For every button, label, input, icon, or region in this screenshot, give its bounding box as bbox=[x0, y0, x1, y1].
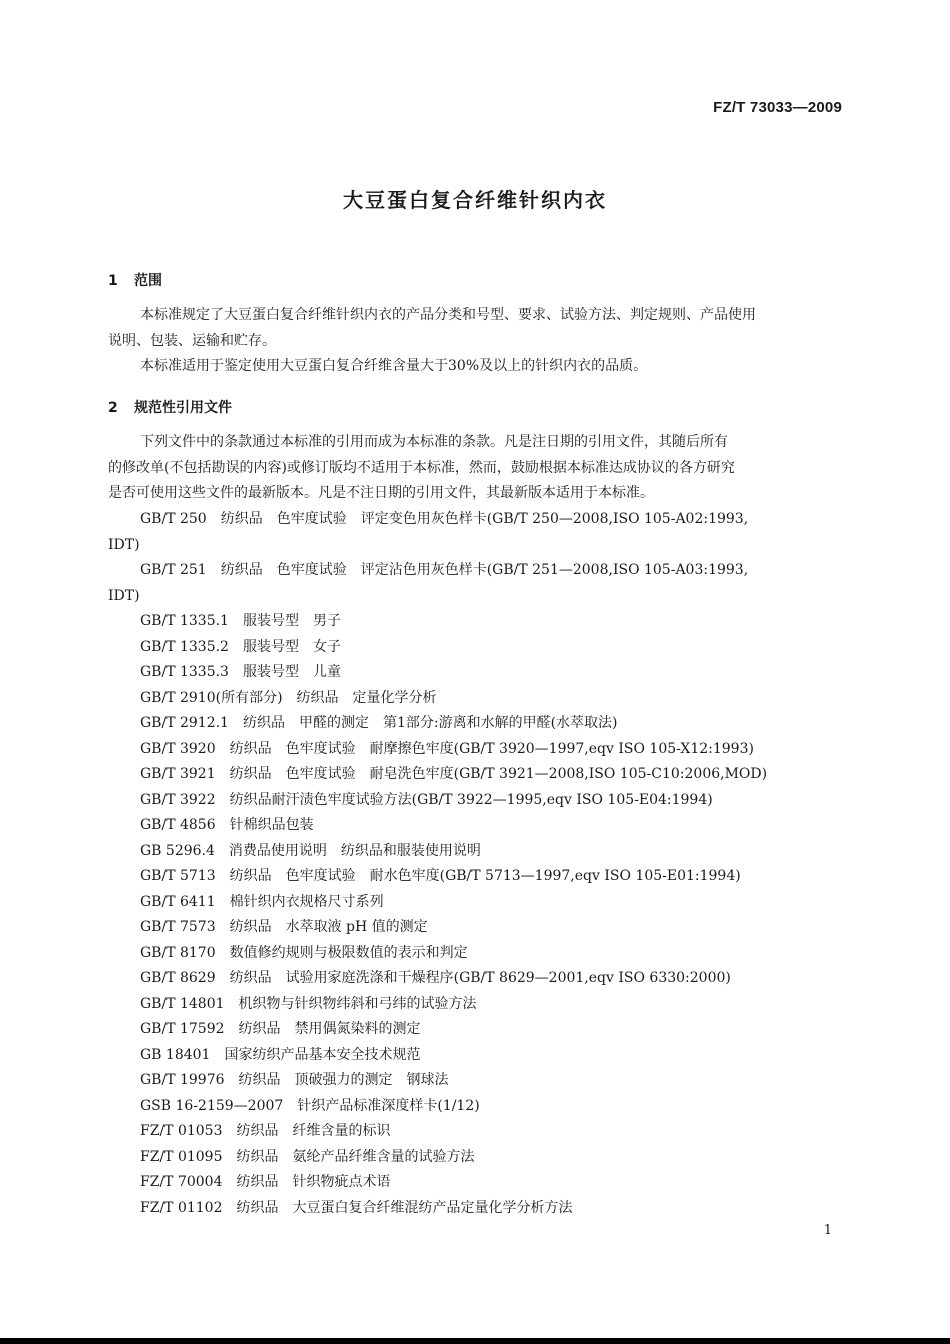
reference-item bbox=[108, 941, 848, 967]
reference-title-part: 评定变色用灰色样卡(GB/T 250—2008,ISO 105-A02:1993, bbox=[360, 511, 749, 527]
paragraph-line: 是否可使用这些文件的最新版本。凡是不注日期的引用文件，其最新版本适用于本标准。 bbox=[108, 485, 654, 502]
reference-code: GB/T 17592 bbox=[140, 1021, 225, 1037]
reference-title-part: 耐摩擦色牢度(GB/T 3920—1997,eqv ISO 105-X12:1993) bbox=[369, 740, 754, 757]
reference-title-part: 纺织品 bbox=[238, 1021, 281, 1037]
reference-title-part: 儿童 bbox=[312, 664, 341, 680]
page-number: 1 bbox=[823, 1223, 832, 1238]
reference-title-part: 耐皂洗色牢度(GB/T 3921—2008,ISO 105-C10:2006,MOD) bbox=[369, 766, 768, 782]
paragraph-line: 说明、包装、运输和贮存。 bbox=[108, 332, 276, 349]
reference-title-part: 服装号型 bbox=[242, 638, 299, 655]
reference-title-part: 纺织品 bbox=[236, 1123, 279, 1139]
reference-title-part: 纺织品 bbox=[229, 740, 272, 757]
reference-title-part: 耐水色牢度(GB/T 5713—1997,eqv ISO 105-E01:1994) bbox=[369, 868, 741, 884]
reference-title-part: 纺织品 bbox=[236, 1148, 279, 1165]
reference-title-part: 纺织品 bbox=[229, 766, 272, 782]
reference-item bbox=[108, 915, 848, 941]
reference-title-part: 机织物与针织物纬斜和弓纬的试验方法 bbox=[238, 995, 477, 1012]
reference-item bbox=[108, 1170, 848, 1196]
reference-title-part: 色牢度试验 bbox=[285, 868, 356, 884]
reference-item bbox=[108, 558, 848, 609]
reference-code: FZ/T 70004 bbox=[140, 1174, 223, 1190]
reference-item bbox=[108, 813, 848, 839]
reference-item bbox=[108, 635, 848, 661]
reference-title-part: 纺织品 bbox=[236, 1174, 279, 1190]
reference-title-part: 色牢度试验 bbox=[276, 562, 347, 578]
reference-item bbox=[108, 839, 848, 865]
paragraph-line: 的修改单(不包括勘误的内容)或修订版均不适用于本标准，然而，鼓励根据本标准达成协议的各方研究 bbox=[108, 459, 735, 476]
reference-title-part: 顶破强力的测定 bbox=[294, 1072, 393, 1088]
reference-title-part: 男子 bbox=[312, 613, 341, 629]
reference-code: FZ/T 01053 bbox=[140, 1123, 223, 1139]
reference-item bbox=[108, 1145, 848, 1171]
reference-code: GB/T 2912.1 bbox=[140, 715, 229, 731]
reference-code: GB/T 2910(所有部分) bbox=[140, 689, 283, 706]
reference-item bbox=[108, 1043, 848, 1069]
document-title: 大豆蛋白复合纤维针织内衣 bbox=[343, 188, 607, 212]
reference-title-part: 纺织品和服装使用说明 bbox=[340, 842, 481, 859]
reference-title-part: 国家纺织产品基本安全技术规范 bbox=[224, 1046, 421, 1063]
section-title: 规范性引用文件 bbox=[134, 400, 232, 416]
section-title: 范围 bbox=[134, 273, 162, 289]
section-2-paragraph-1 bbox=[108, 430, 842, 507]
section-1-paragraph-1 bbox=[108, 303, 842, 354]
reference-title-part: 钢球法 bbox=[406, 1072, 449, 1088]
reference-title-part: 女子 bbox=[312, 638, 341, 655]
section-number: 1 bbox=[108, 273, 118, 289]
reference-item bbox=[108, 890, 848, 916]
reference-item bbox=[108, 788, 848, 814]
reference-title-part: 纺织品 bbox=[238, 1072, 281, 1088]
standard-number: FZ/T 73033—2009 bbox=[713, 99, 842, 116]
reference-code: GB/T 250 bbox=[140, 511, 207, 527]
reference-title-part: 定量化学分析 bbox=[352, 689, 437, 706]
reference-title-part: 消费品使用说明 bbox=[228, 842, 327, 859]
page-bottom-bar bbox=[0, 1338, 950, 1344]
reference-title-part: 针织产品标准深度样卡(1/12) bbox=[297, 1097, 480, 1114]
reference-code: GB/T 7573 bbox=[140, 919, 216, 935]
reference-title-part: 纺织品 bbox=[220, 511, 263, 527]
reference-code: GB/T 4856 bbox=[140, 817, 216, 833]
reference-title-part: 色牢度试验 bbox=[285, 766, 356, 782]
reference-item bbox=[108, 1196, 848, 1222]
reference-item bbox=[108, 660, 848, 686]
reference-code: GB/T 5713 bbox=[140, 868, 216, 884]
reference-code: FZ/T 01095 bbox=[140, 1148, 223, 1165]
normative-references-list bbox=[108, 507, 848, 1221]
reference-item bbox=[108, 737, 848, 763]
reference-code: GB/T 8629 bbox=[140, 970, 216, 986]
reference-title-part: 禁用偶氮染料的测定 bbox=[294, 1021, 421, 1037]
section-1-paragraph-2 bbox=[108, 354, 842, 380]
reference-code: GB/T 14801 bbox=[140, 995, 225, 1012]
reference-title-part: 纺织品 bbox=[229, 919, 272, 935]
reference-code: FZ/T 01102 bbox=[140, 1199, 223, 1216]
reference-code: GB/T 1335.2 bbox=[140, 638, 229, 655]
reference-code: GSB 16-2159—2007 bbox=[140, 1097, 284, 1114]
reference-item bbox=[108, 1094, 848, 1120]
reference-title-part: 纺织品 bbox=[296, 689, 339, 706]
reference-code: GB 5296.4 bbox=[140, 842, 215, 859]
reference-title-part: 色牢度试验 bbox=[285, 740, 356, 757]
paragraph-line: 本标准适用于鉴定使用大豆蛋白复合纤维含量大于30%及以上的针织内衣的品质。 bbox=[140, 358, 648, 374]
reference-title-part: 棉针织内衣规格尺寸系列 bbox=[229, 893, 384, 910]
reference-item bbox=[108, 992, 848, 1018]
reference-item bbox=[108, 1068, 848, 1094]
reference-item bbox=[108, 966, 848, 992]
reference-title-part: 第1部分:游离和水解的甲醛(水萃取法) bbox=[382, 715, 618, 731]
reference-code: GB 18401 bbox=[140, 1046, 211, 1063]
reference-title-part: 服装号型 bbox=[242, 664, 299, 680]
reference-code: GB/T 1335.1 bbox=[140, 613, 229, 629]
reference-title-part: 试验用家庭洗涤和干燥程序(GB/T 8629—2001,eqv ISO 6330:2000) bbox=[285, 970, 731, 986]
reference-title-part: 大豆蛋白复合纤维混纺产品定量化学分析方法 bbox=[292, 1199, 573, 1216]
reference-title-part: 色牢度试验 bbox=[276, 511, 347, 527]
reference-item bbox=[108, 762, 848, 788]
reference-title-part: 纺织品 bbox=[236, 1199, 279, 1216]
reference-title-part: 纺织品 bbox=[220, 562, 263, 578]
reference-code: GB/T 6411 bbox=[140, 893, 216, 910]
reference-continuation: IDT) bbox=[108, 587, 140, 604]
reference-title-part: 评定沾色用灰色样卡(GB/T 251—2008,ISO 105-A03:1993, bbox=[360, 562, 749, 578]
reference-code: GB/T 8170 bbox=[140, 944, 216, 961]
reference-item bbox=[108, 711, 848, 737]
reference-title-part: 甲醛的测定 bbox=[298, 715, 369, 731]
reference-continuation: IDT) bbox=[108, 536, 140, 553]
reference-title-part: 水萃取液 pH 值的测定 bbox=[285, 919, 428, 935]
paragraph-line: 本标准规定了大豆蛋白复合纤维针织内衣的产品分类和号型、要求、试验方法、判定规则、产品使用 bbox=[140, 307, 756, 323]
reference-title-part: 纺织品 bbox=[229, 970, 272, 986]
reference-code: GB/T 3920 bbox=[140, 740, 216, 757]
reference-item bbox=[108, 1119, 848, 1145]
reference-title-part: 纤维含量的标识 bbox=[292, 1123, 391, 1139]
reference-title-part: 纺织品 bbox=[242, 715, 285, 731]
reference-item bbox=[108, 1017, 848, 1043]
reference-item bbox=[108, 686, 848, 712]
reference-code: GB/T 3922 bbox=[140, 791, 216, 808]
reference-title-part: 氨纶产品纤维含量的试验方法 bbox=[292, 1148, 475, 1165]
reference-item bbox=[108, 864, 848, 890]
section-1-heading bbox=[108, 270, 162, 290]
reference-title-part: 针棉织品包装 bbox=[229, 817, 314, 833]
reference-title-part: 数值修约规则与极限数值的表示和判定 bbox=[229, 944, 468, 961]
reference-title-part: 纺织品耐汗渍色牢度试验方法(GB/T 3922—1995,eqv ISO 105-E04:1994) bbox=[229, 791, 713, 808]
reference-title-part: 纺织品 bbox=[229, 868, 272, 884]
reference-code: GB/T 3921 bbox=[140, 766, 216, 782]
reference-code: GB/T 19976 bbox=[140, 1072, 225, 1088]
reference-code: GB/T 1335.3 bbox=[140, 664, 229, 680]
paragraph-line: 下列文件中的条款通过本标准的引用而成为本标准的条款。凡是注日期的引用文件，其随后所有 bbox=[140, 434, 728, 450]
section-2-heading bbox=[108, 397, 232, 417]
section-number: 2 bbox=[108, 400, 118, 416]
reference-title-part: 服装号型 bbox=[242, 613, 299, 629]
reference-item bbox=[108, 609, 848, 635]
reference-title-part: 针织物疵点术语 bbox=[292, 1174, 391, 1190]
reference-item bbox=[108, 507, 848, 558]
reference-code: GB/T 251 bbox=[140, 562, 207, 578]
